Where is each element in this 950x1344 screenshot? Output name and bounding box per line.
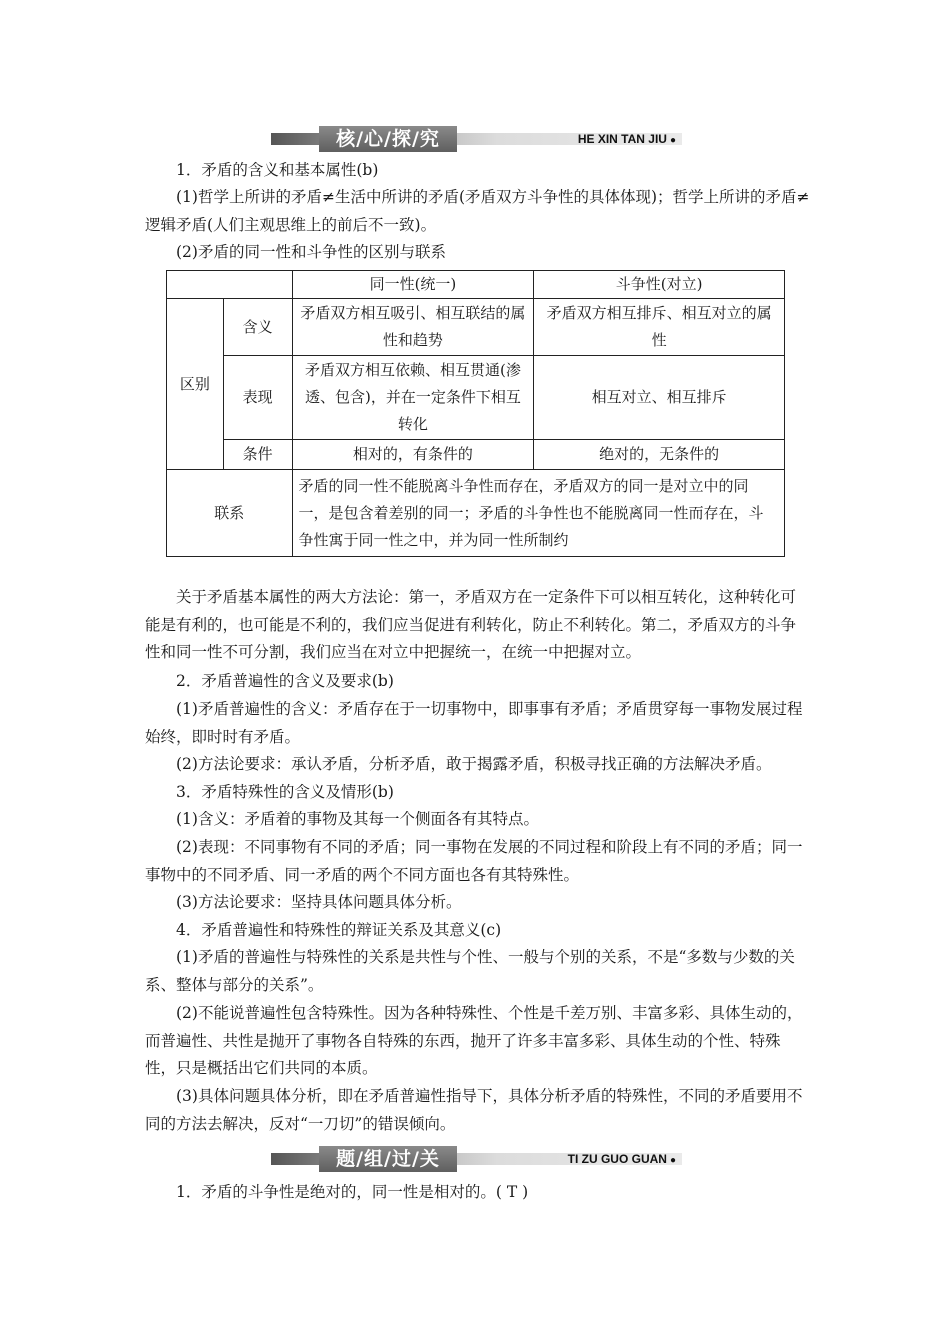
question-1: 1．矛盾的斗争性是绝对的，同一性是相对的。( T ) bbox=[176, 1183, 529, 1201]
row-label: 含义 bbox=[223, 299, 292, 356]
section4-p3: (3)具体问题具体分析，即在矛盾普遍性指导下，具体分析矛盾的特殊性，不同的矛盾要用不同的方法去解决，反对“一刀切”的错误倾向。 bbox=[145, 1087, 803, 1133]
section4-heading: 4．矛盾普遍性和特殊性的辩证关系及其意义(c) bbox=[176, 921, 502, 939]
section1-heading: 1．矛盾的含义和基本属性(b) bbox=[176, 161, 379, 179]
dot-icon: ● bbox=[669, 1155, 676, 1166]
section3-heading: 3．矛盾特殊性的含义及情形(b) bbox=[176, 783, 394, 801]
cell-struggle: 矛盾双方相互排斥、相互对立的属性 bbox=[534, 299, 785, 356]
section2-heading: 2．矛盾普遍性的含义及要求(b) bbox=[176, 672, 394, 690]
col-header-identity: 同一性(统一) bbox=[292, 271, 534, 299]
cell-identity: 矛盾双方相互吸引、相互联结的属性和趋势 bbox=[292, 299, 534, 356]
section1-p2: (2)矛盾的同一性和斗争性的区别与联系 bbox=[176, 243, 446, 261]
banner-title: 核/心/探/究 bbox=[319, 126, 457, 152]
row-label: 条件 bbox=[223, 440, 292, 470]
banner-title: 题/组/过/关 bbox=[319, 1146, 457, 1172]
link-text: 矛盾的同一性不能脱离斗争性而存在，矛盾双方的同一是对立中的同一，是包含着差别的同一；矛盾的斗争性也不能脱离同一性而存在，斗争性寓于同一性之中，并为同一性所制约 bbox=[292, 470, 784, 557]
section-banner-exercise bbox=[271, 1146, 682, 1172]
section3-p3: (3)方法论要求：坚持具体问题具体分析。 bbox=[176, 893, 462, 911]
section3-p2: (2)表现：不同事物有不同的矛盾；同一事物在发展的不同过程和阶段上有不同的矛盾；同一事物中的不同矛盾、同一矛盾的两个不同方面也各有其特殊性。 bbox=[145, 838, 803, 884]
section2-p1: (1)矛盾普遍性的含义：矛盾存在于一切事物中，即事事有矛盾；矛盾贯穿每一事物发展过程始终，即时时有矛盾。 bbox=[145, 700, 803, 746]
group-label-difference: 区别 bbox=[167, 299, 224, 470]
cell-identity: 矛盾双方相互依赖、相互贯通(渗透、包含)，并在一定条件下相互转化 bbox=[292, 356, 534, 440]
banner-subtitle: TI ZU GUO GUAN ● bbox=[567, 1152, 676, 1166]
cell-identity: 相对的，有条件的 bbox=[292, 440, 534, 470]
method-paragraph: 关于矛盾基本属性的两大方法论：第一，矛盾双方在一定条件下可以相互转化，这种转化可能是有利的，也可能是不利的，我们应当促进有利转化，防止不利转化。第二，矛盾双方的斗争性和同一性不可分割，我们应当在对立中把握统一，在统一中把握对立。 bbox=[145, 588, 797, 661]
section1-p1: (1)哲学上所讲的矛盾≠生活中所讲的矛盾(矛盾双方斗争性的具体体现)；哲学上所讲的矛盾≠逻辑矛盾(人们主观思维上的前后不一致)。 bbox=[145, 188, 810, 234]
section4-p2: (2)不能说普遍性包含特殊性。因为各种特殊性、个性是千差万别、丰富多彩、具体生动的，而普遍性、共性是抛开了事物各自特殊的东西，抛开了许多丰富多彩、具体生动的个性、特殊性，只是概括出它们共同的本质。 bbox=[145, 1004, 803, 1077]
section-banner-core bbox=[271, 126, 682, 152]
section3-p1: (1)含义：矛盾着的事物及其每一个侧面各有其特点。 bbox=[176, 810, 539, 828]
cell-struggle: 相互对立、相互排斥 bbox=[534, 356, 785, 440]
banner-subtitle: HE XIN TAN JIU ● bbox=[577, 132, 676, 146]
table-corner bbox=[167, 271, 293, 299]
dot-icon: ● bbox=[669, 135, 676, 146]
link-label: 联系 bbox=[167, 470, 293, 557]
col-header-struggle: 斗争性(对立) bbox=[534, 271, 785, 299]
section4-p1: (1)矛盾的普遍性与特殊性的关系是共性与个性、一般与个别的关系，不是“多数与少数的关系、整体与部分的关系”。 bbox=[145, 948, 795, 994]
row-label: 表现 bbox=[223, 356, 292, 440]
section2-p2: (2)方法论要求：承认矛盾，分析矛盾，敢于揭露矛盾，积极寻找正确的方法解决矛盾。 bbox=[176, 755, 772, 773]
cell-struggle: 绝对的，无条件的 bbox=[534, 440, 785, 470]
identity-struggle-table bbox=[166, 270, 785, 557]
